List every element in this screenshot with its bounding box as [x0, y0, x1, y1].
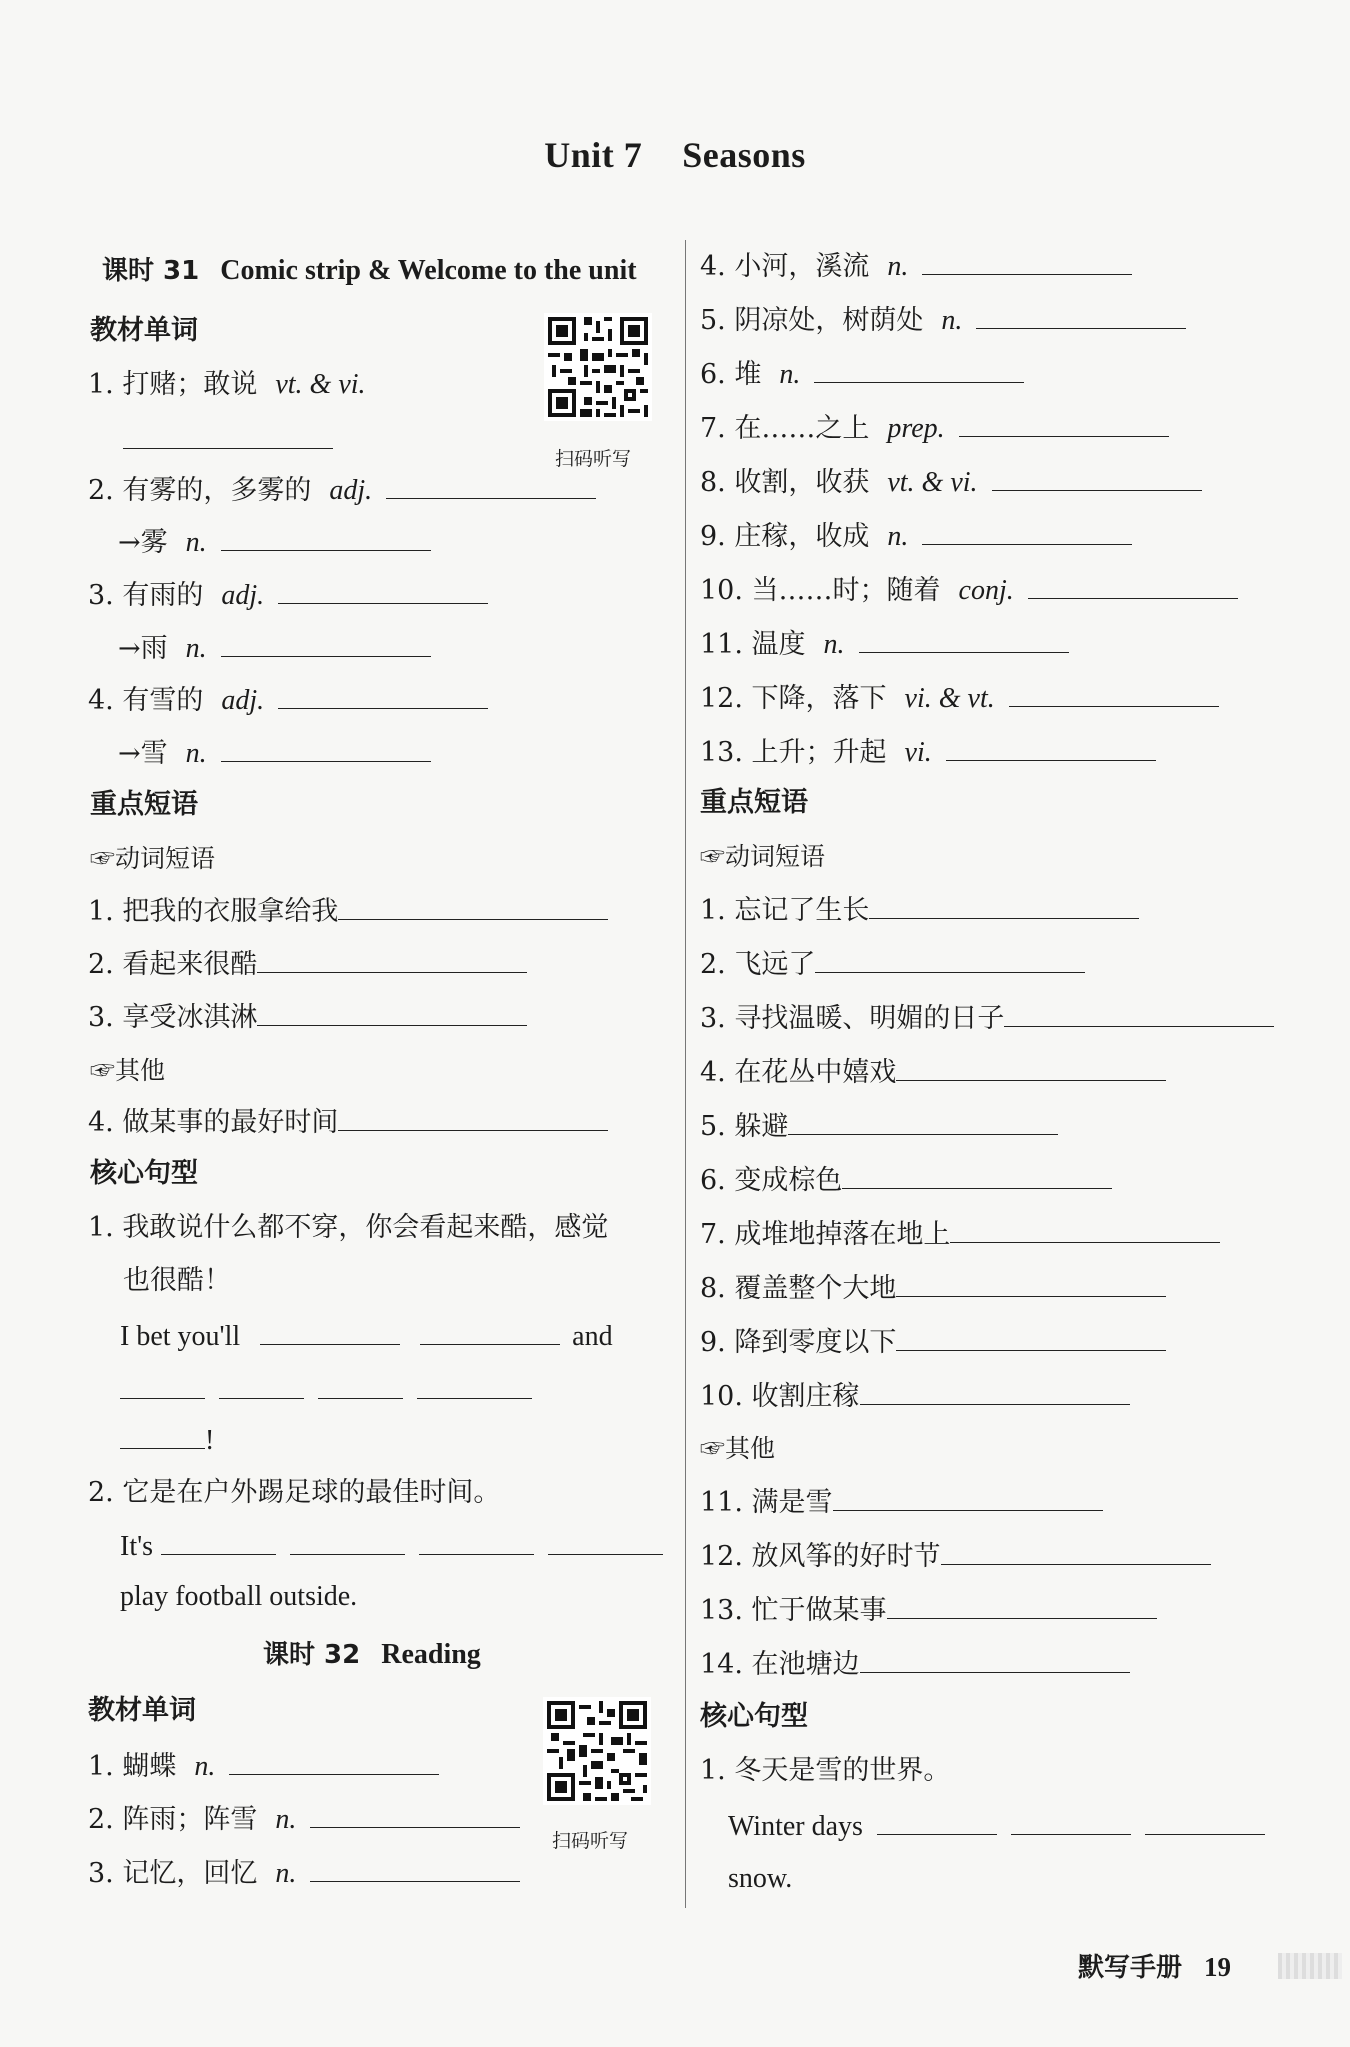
vocab-item: 3. 记忆，回忆 n. — [88, 1855, 520, 1891]
phrase-item: 2. 飞远了 — [700, 946, 1085, 982]
answer-blank[interactable] — [161, 1528, 276, 1555]
answer-blank[interactable] — [338, 1104, 608, 1131]
phrase-item: 13. 忙于做某事 — [700, 1592, 1157, 1628]
qr-code-icon — [543, 1697, 651, 1805]
phrase-item: 1. 忘记了生长 — [700, 892, 1139, 928]
answer-blank[interactable] — [417, 1372, 532, 1399]
vocab-item: →雪 n. — [118, 735, 431, 771]
answer-blank[interactable] — [922, 248, 1132, 275]
answer-blank[interactable] — [1009, 680, 1219, 707]
answer-blank[interactable] — [338, 893, 608, 920]
phrase-item: 6. 变成棕色 — [700, 1162, 1112, 1198]
phrase-item: 14. 在池塘边 — [700, 1646, 1130, 1682]
vocab-heading-32: 教材单词 — [88, 1695, 196, 1726]
sentence-en: It's — [120, 1528, 663, 1564]
answer-blank[interactable] — [548, 1528, 663, 1555]
answer-blank[interactable] — [860, 1646, 1130, 1673]
sentence-en-end: snow. — [728, 1863, 793, 1894]
answer-blank[interactable] — [290, 1528, 405, 1555]
answer-blank[interactable] — [788, 1108, 1058, 1135]
answer-blank[interactable] — [221, 524, 431, 551]
vocab-item: 6. 堆 n. — [700, 356, 1024, 392]
answer-blank[interactable] — [896, 1270, 1166, 1297]
answer-blank[interactable] — [959, 410, 1169, 437]
vocab-item: 13. 上升；升起 vi. — [700, 734, 1156, 770]
answer-blank[interactable] — [219, 1372, 304, 1399]
answer-blank[interactable] — [860, 1378, 1130, 1405]
answer-blank[interactable] — [386, 472, 596, 499]
page-footer — [1078, 1947, 1231, 1984]
unit-number: Unit 7 — [544, 135, 643, 175]
answer-blank[interactable] — [842, 1162, 1112, 1189]
phrase-item: 3. 享受冰淇淋 — [88, 999, 527, 1035]
phrase-item: 5. 躲避 — [700, 1108, 1058, 1144]
answer-blank[interactable] — [318, 1372, 403, 1399]
answer-blank[interactable] — [257, 999, 527, 1026]
page-number: 19 — [1204, 1952, 1232, 1982]
sentence-en-end: ! — [120, 1422, 214, 1458]
answer-blank[interactable] — [887, 1592, 1157, 1619]
answer-blank[interactable] — [310, 1855, 520, 1882]
qr-code-31[interactable] — [544, 313, 652, 421]
answer-blank[interactable] — [278, 577, 488, 604]
sentence-en: Winter days — [728, 1808, 1265, 1844]
vocab-item: 9. 庄稼，收成 n. — [700, 518, 1132, 554]
other-label-left: ☞其他 — [90, 1056, 166, 1085]
answer-blank[interactable] — [419, 1528, 534, 1555]
vocab-item: 1. 蝴蝶 n. — [88, 1748, 439, 1784]
sentence-en: I bet you'll and — [120, 1318, 613, 1354]
sentence-en-blanks — [120, 1372, 532, 1408]
answer-blank[interactable] — [257, 946, 527, 973]
qr-code-32[interactable] — [543, 1697, 651, 1805]
lesson-31-heading: 课时 31 Comic strip & Welcome to the unit — [102, 255, 637, 286]
phrase-item: 2. 看起来很酷 — [88, 946, 527, 982]
phrase-item: 3. 寻找温暖、明媚的日子 — [700, 1000, 1274, 1036]
answer-blank[interactable] — [896, 1054, 1166, 1081]
answer-blank[interactable] — [310, 1801, 520, 1828]
qr-label-32: 扫码听写 — [552, 1830, 629, 1852]
answer-blank[interactable] — [420, 1318, 560, 1345]
qr-code-icon — [544, 313, 652, 421]
sentence-cn-cont: 也很酷！ — [123, 1265, 231, 1296]
phrase-heading-left: 重点短语 — [90, 789, 198, 820]
phrase-item: 9. 降到零度以下 — [700, 1324, 1166, 1360]
qr-label-31: 扫码听写 — [555, 448, 632, 470]
other-label-right: ☞其他 — [700, 1434, 776, 1463]
corner-decoration — [1278, 1953, 1342, 1979]
vocab-item: 4. 小河，溪流 n. — [700, 248, 1132, 284]
sentence-cn: 1. 冬天是雪的世界。 — [700, 1755, 951, 1786]
answer-blank[interactable] — [976, 302, 1186, 329]
answer-blank[interactable] — [221, 735, 431, 762]
vocab-item: 2. 阵雨；阵雪 n. — [88, 1801, 520, 1837]
unit-topic: Seasons — [682, 135, 806, 175]
answer-blank[interactable] — [1004, 1000, 1274, 1027]
column-divider — [685, 240, 686, 1908]
phrase-item: 10. 收割庄稼 — [700, 1378, 1130, 1414]
vocab-item: →雾 n. — [118, 524, 431, 560]
answer-blank[interactable] — [815, 946, 1085, 973]
answer-blank[interactable] — [229, 1748, 439, 1775]
vocab-item: →雨 n. — [118, 630, 431, 666]
vocab-answer-line[interactable] — [123, 422, 333, 458]
vocab-item: 3. 有雨的 adj. — [88, 577, 488, 613]
sentence-cn: 2. 它是在户外踢足球的最佳时间。 — [88, 1477, 501, 1508]
answer-blank[interactable] — [833, 1484, 1103, 1511]
vocab-item: 11. 温度 n. — [700, 626, 1069, 662]
answer-blank[interactable] — [1145, 1808, 1265, 1835]
answer-blank[interactable] — [877, 1808, 997, 1835]
vocab-heading-31: 教材单词 — [90, 315, 198, 346]
answer-blank[interactable] — [950, 1216, 1220, 1243]
phrase-item: 1. 把我的衣服拿给我 — [88, 893, 608, 929]
vocab-item: 8. 收割，收获 vt. & vi. — [700, 464, 1202, 500]
phrase-heading-right: 重点短语 — [700, 787, 808, 818]
phrase-item: 8. 覆盖整个大地 — [700, 1270, 1166, 1306]
sentence-heading-left: 核心句型 — [90, 1158, 198, 1189]
vocab-item: 10. 当……时；随着 conj. — [700, 572, 1238, 608]
footer-label: 默写手册 — [1078, 1953, 1183, 1983]
answer-blank[interactable] — [278, 682, 488, 709]
answer-blank[interactable] — [221, 630, 431, 657]
unit-title — [0, 134, 1350, 176]
vocab-item: 7. 在……之上 prep. — [700, 410, 1169, 446]
sentence-heading-right: 核心句型 — [700, 1701, 808, 1732]
answer-blank[interactable] — [941, 1538, 1211, 1565]
answer-blank[interactable] — [120, 1372, 205, 1399]
sentence-cn: 1. 我敢说什么都不穿，你会看起来酷，感觉 — [88, 1212, 609, 1243]
answer-blank[interactable] — [922, 518, 1132, 545]
phrase-item: 11. 满是雪 — [700, 1484, 1103, 1520]
phrase-item: 12. 放风筝的好时节 — [700, 1538, 1211, 1574]
vocab-item: 4. 有雪的 adj. — [88, 682, 488, 718]
answer-blank[interactable] — [260, 1318, 400, 1345]
verb-phrase-label-left: ☞动词短语 — [90, 844, 216, 873]
phrase-item: 7. 成堆地掉落在地上 — [700, 1216, 1220, 1252]
answer-blank[interactable] — [859, 626, 1069, 653]
answer-blank[interactable] — [120, 1422, 205, 1449]
vocab-item: 1. 打赌；敢说 vt. & vi. — [88, 369, 366, 400]
answer-blank[interactable] — [946, 734, 1156, 761]
answer-blank[interactable] — [1011, 1808, 1131, 1835]
vocab-item: 2. 有雾的，多雾的 adj. — [88, 472, 596, 508]
vocab-item: 12. 下降，落下 vi. & vt. — [700, 680, 1219, 716]
answer-blank[interactable] — [869, 892, 1139, 919]
sentence-en-end: play football outside. — [120, 1581, 358, 1612]
answer-blank[interactable] — [992, 464, 1202, 491]
phrase-item: 4. 做某事的最好时间 — [88, 1104, 608, 1140]
phrase-item: 4. 在花丛中嬉戏 — [700, 1054, 1166, 1090]
vocab-item: 5. 阴凉处，树荫处 n. — [700, 302, 1186, 338]
verb-phrase-label-right: ☞动词短语 — [700, 842, 826, 871]
answer-blank[interactable] — [1028, 572, 1238, 599]
answer-blank[interactable] — [814, 356, 1024, 383]
answer-blank[interactable] — [896, 1324, 1166, 1351]
lesson-32-heading: 课时 32 Reading — [263, 1639, 481, 1670]
